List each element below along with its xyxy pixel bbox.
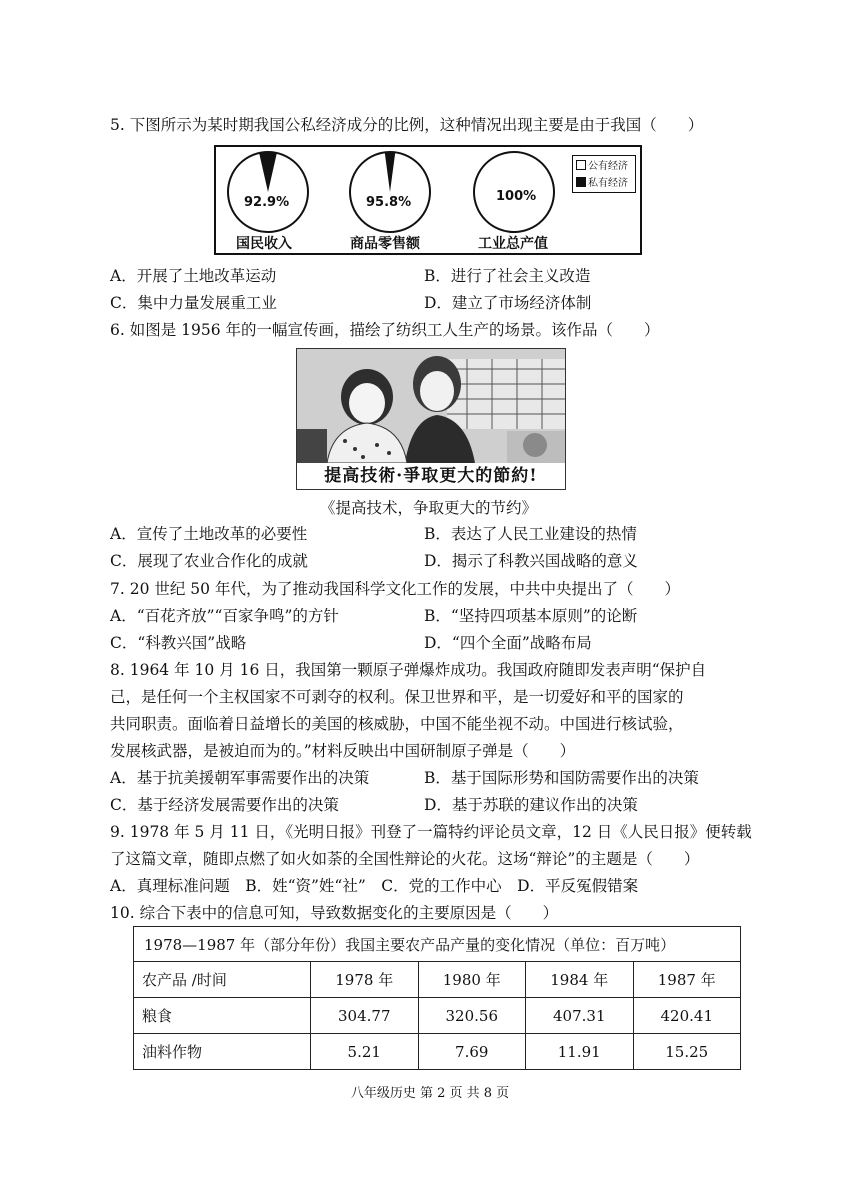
pie-label-3: 工业总产值 (478, 236, 548, 252)
table-row (134, 1034, 741, 1070)
pie-label-2: 商品零售额 (350, 236, 420, 252)
q7-option-a: A．“百花齐放”“百家争鸣”的方针 (110, 607, 339, 625)
q8-line-2: 己，是任何一个主权国家不可剥夺的权利。保卫世界和平，是一切爱好和平的国家的 (110, 688, 684, 706)
table-header-cell: 农产品 /时间 (134, 962, 311, 998)
q10-stem: 10. 综合下表中的信息可知，导致数据变化的主要原因是（ ） (110, 904, 559, 922)
table-cell: 15.25 (633, 1034, 741, 1070)
q6-option-c: C．展现了农业合作化的成就 (110, 552, 308, 570)
q8-line-4: 发展核武器，是被迫而为的。”材料反映出中国研制原子弹是（ ） (110, 742, 576, 760)
table-cell: 320.56 (418, 998, 526, 1034)
q8-option-c: C．基于经济发展需要作出的决策 (110, 796, 339, 814)
table-header-cell: 1978 年 (311, 962, 419, 998)
q8-option-b: B．基于国际形势和国防需要作出的决策 (424, 769, 699, 787)
q6-option-a: A．宣传了土地改革的必要性 (110, 525, 308, 543)
poster-caption: 《提高技术，争取更大的节约》 (320, 499, 538, 517)
poster-slogan: 提高技術·爭取更大的節約! (297, 463, 565, 489)
production-table (133, 926, 741, 1070)
page-footer: 八年级历史 第 2 页 共 8 页 (350, 1086, 510, 1101)
q7-option-b: B．“坚持四项基本原则”的论断 (424, 607, 638, 625)
table-caption: 1978—1987 年（部分年份）我国主要农产品产量的变化情况（单位：百万吨） (134, 927, 741, 962)
table-cell: 420.41 (633, 998, 741, 1034)
q6-option-b: B．表达了人民工业建设的热情 (424, 525, 637, 543)
table-header-cell: 1987 年 (633, 962, 741, 998)
q5-option-c: C．集中力量发展重工业 (110, 294, 277, 312)
q6-stem: 6. 如图是 1956 年的一幅宣传画，描绘了纺织工人生产的场景。该作品（ ） (110, 321, 660, 339)
legend-swatch-private (576, 177, 586, 187)
q7-option-c: C．“科教兴国”战略 (110, 634, 247, 652)
table-header-cell: 1984 年 (526, 962, 634, 998)
legend-swatch-public (576, 160, 586, 170)
legend-item-public (573, 156, 635, 173)
q9-line-2: 了这篇文章，随即点燃了如火如荼的全国性辩论的火花。这场“辩论”的主题是（ ） (110, 850, 700, 868)
q9-options: A．真理标准问题 B．姓“资”姓“社” C．党的工作中心 D．平反冤假错案 (110, 877, 639, 895)
legend-label-public: 公有经济 (588, 161, 628, 172)
q5-option-d: D．建立了市场经济体制 (424, 294, 592, 312)
q5-stem: 5. 下图所示为某时期我国公私经济成分的比例，这种情况出现主要是由于我国（ ） (110, 116, 704, 134)
table-cell: 11.91 (526, 1034, 634, 1070)
propaganda-poster-image (296, 348, 566, 490)
poster-illustration (297, 349, 565, 463)
legend-label-private: 私有经济 (588, 178, 628, 189)
table-cell: 407.31 (526, 998, 634, 1034)
pie-label-1: 国民收入 (236, 236, 292, 252)
q8-option-d: D．基于苏联的建议作出的决策 (424, 796, 638, 814)
q8-option-a: A．基于抗美援朝军事需要作出的决策 (110, 769, 370, 787)
q5-option-a: A．开展了土地改革运动 (110, 267, 277, 285)
table-header-row (134, 962, 741, 998)
table-caption-row (134, 927, 741, 962)
q8-line-3: 共同职责。面临着日益增长的美国的核威胁，中国不能坐视不动。中国进行核试验， (110, 715, 684, 733)
table-header-cell: 1980 年 (418, 962, 526, 998)
pie-value-2: 95.8% (366, 195, 412, 210)
q9-line-1: 9. 1978 年 5 月 11 日，《光明日报》刊登了一篇特约评论员文章，12 日《人民日报》便转载 (110, 823, 752, 841)
pie-value-1: 92.9% (244, 195, 290, 210)
q7-stem: 7. 20 世纪 50 年代，为了推动我国科学文化工作的发展，中共中央提出了（ ） (110, 580, 680, 598)
table-cell: 304.77 (311, 998, 419, 1034)
table-cell: 7.69 (418, 1034, 526, 1070)
legend-item-private (573, 173, 635, 190)
table-cell: 粮食 (134, 998, 311, 1034)
table-row (134, 998, 741, 1034)
pie-value-3: 100% (496, 189, 537, 204)
pie-legend (572, 155, 636, 193)
table-cell: 油料作物 (134, 1034, 311, 1070)
q6-option-d: D．揭示了科教兴国战略的意义 (424, 552, 638, 570)
table-cell: 5.21 (311, 1034, 419, 1070)
q5-option-b: B．进行了社会主义改造 (424, 267, 591, 285)
q8-line-1: 8. 1964 年 10 月 16 日，我国第一颗原子弹爆炸成功。我国政府随即发表声明“保护自 (110, 661, 707, 679)
q7-option-d: D．“四个全面”战略布局 (424, 634, 592, 652)
q5-pie-figure (214, 145, 642, 255)
